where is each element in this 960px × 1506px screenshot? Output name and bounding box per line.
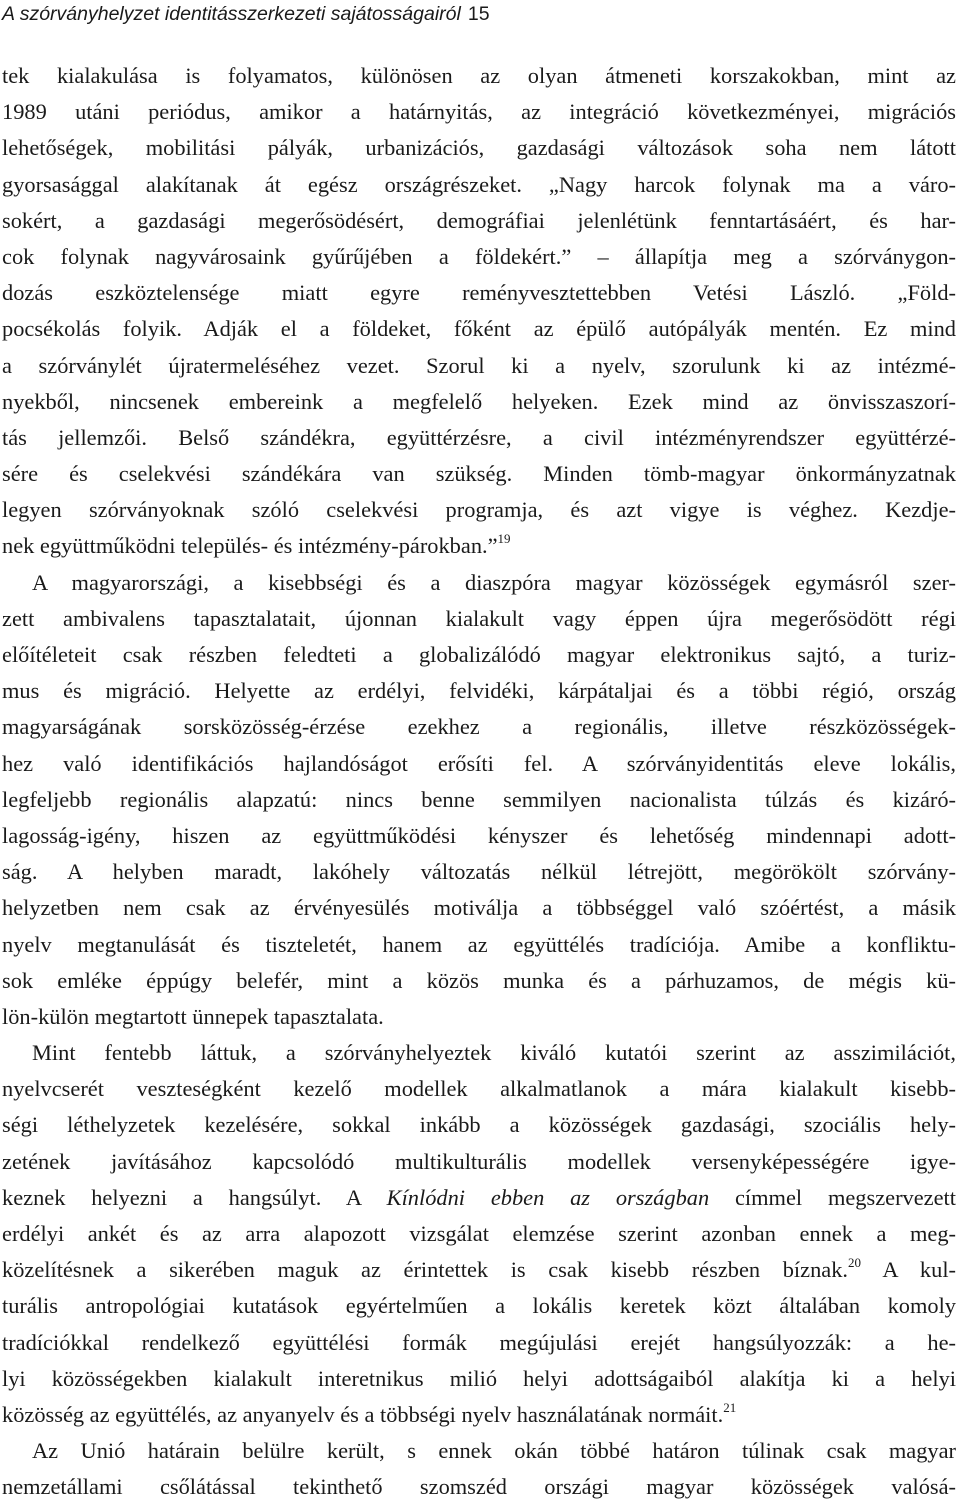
text-line: hez való identifikációs hajlandóságot erősíti fel. A szórványidentitás eleve lokális, <box>2 750 956 776</box>
footnote-ref: 19 <box>497 531 511 547</box>
page-number: 15 <box>467 3 490 25</box>
text-line: sokért, a gazdasági megerősödésért, demográfiai jelenlétünk fenntartásáért, és har- <box>2 207 956 233</box>
text-line: nyekből, nincsenek embereink a megfelelő helyeken. Ezek mind az önvisszaszorí- <box>2 388 956 414</box>
text-line: erdélyi ankét és az arra alapozott vizsgálat elemzése szerint azonban ennek a meg- <box>2 1221 956 1246</box>
text-line: nyelv megtanulását és tiszteletét, hanem az együttélés tradíciója. Amibe a konfliktu- <box>2 931 956 957</box>
text-line: A magyarországi, a kisebbségi és a diaszpóra magyar közösségek egymásról szer- <box>32 569 956 595</box>
body-text <box>2 58 956 1506</box>
text-line: legyen szórványoknak szóló cselekvési programja, és azt vigye is véghez. Kezdje- <box>2 497 956 523</box>
text-line: ségi léthelyzetek kezelésére, sokkal inkább a közösségek gazdasági, szociális hely- <box>2 1112 956 1138</box>
text-line <box>2 1397 956 1433</box>
text-line-content: közösség az együttélés, az anyanyelv és a többségi nyelv használatának normáit. <box>2 1401 724 1427</box>
text-line: 1989 utáni periódus, amikor a határnyitás, az integráció következményei, migrációs <box>2 99 956 125</box>
footnote-ref: 21 <box>723 1399 737 1415</box>
text-line: előítéleteit csak részben feledteti a globalizálódó magyar elektronikus sajtó, a turiz- <box>2 642 956 667</box>
header-title: A szórványhelyzet identitásszerkezeti sajátosságairól <box>2 3 461 25</box>
text-line: gyorsasággal alakítanak át egész országrészeket. „Nagy harcok folynak ma a váro- <box>2 171 956 197</box>
running-header <box>2 0 942 30</box>
text-line <box>2 528 956 564</box>
text-line: tás jellemzői. Belső szándékra, együttérzésre, a civil intézményrendszer együttérzé- <box>2 424 956 450</box>
text-line: zetének javításához kapcsolódó multikulturális modellek versenyképességére igye- <box>2 1148 956 1174</box>
text-line: magyarságának sorsközösség-érzése ezekhez a regionális, illetve részközösségek- <box>2 714 956 740</box>
text-line: sok emléke éppúgy belefér, mint a közös munka és a párhuzamos, de mégis kü- <box>2 967 956 993</box>
text-line: tradíciókkal rendelkező együttélési formák megújulási erejét hangsúlyozzák: a he- <box>2 1329 956 1355</box>
text-line: nemzetállami csőlátással tekinthető szomszéd országi magyar közösségek valósá- <box>2 1474 956 1500</box>
text-line: dozás eszköztelensége miatt egyre reményvesztettebben Vetési László. „Föld- <box>2 280 956 306</box>
text-line-tail: címmel megszervezett <box>709 1184 956 1210</box>
text-line: ság. A helyben maradt, lakóhely változatás nélkül létrejött, megörökölt szórvány- <box>2 859 956 885</box>
text-line: lagosság-igény, hiszen az együttműködési kényszer és lehetőség mindennapi adott- <box>2 822 956 848</box>
text-line-content: közelítésnek a sikerében maguk az érintettek is csak kisebb részben bíznak. <box>2 1257 848 1283</box>
text-line: turális antropológiai kutatások egyértelműen a lokális keretek közt általában komoly <box>2 1293 956 1319</box>
text-line: tek kialakulása is folyamatos, különösen az olyan átmeneti korszakokban, mint az <box>2 63 956 88</box>
italic-title: Kínlódni ebben az országban <box>386 1184 710 1210</box>
text-line: mus és migráció. Helyette az erdélyi, felvidéki, kárpátaljai és a többi régió, ország <box>2 678 956 704</box>
text-line: lön-külön megtartott ünnepek tapasztalata. <box>2 1003 384 1029</box>
text-line-tail: A kul- <box>861 1257 956 1283</box>
text-line: helyzetben nem csak az érvényesülés motiválja a többséggel való szóértést, a másik <box>2 895 956 921</box>
text-line <box>2 1252 956 1288</box>
text-line: Mint fentebb láttuk, a szórványhelyeztek kiváló kutatói szerint az asszimilációt, <box>32 1040 956 1066</box>
text-line: pocsékolás folyik. Adják el a földeket, főként az épülő autópályák mentén. Ez mind <box>2 316 956 342</box>
text-line: sére és cselekvési szándékára van szükség. Minden tömb-magyar önkormányzatnak <box>2 461 956 487</box>
text-line: lehetőségek, mobilitási pályák, urbanizációs, gazdasági változások soha nem látott <box>2 135 956 161</box>
text-line: Az Unió határain belülre került, s ennek okán többé határon túlinak csak magyar <box>32 1438 956 1464</box>
text-line <box>2 1180 956 1216</box>
text-line: a szórványlét újratermeléséhez vezet. Szorul ki a nyelv, szorulunk ki az intézmé- <box>2 352 956 378</box>
text-line-content: keznek helyezni a hangsúlyt. A <box>2 1184 387 1210</box>
text-line: legfeljebb regionális alapzatú: nincs benne semmilyen nacionalista túlzás és kizáró- <box>2 786 956 812</box>
text-line: zett ambivalens tapasztalatait, újonnan kialakult vagy éppen újra megerősödött régi <box>2 605 956 631</box>
text-line: nyelvcserét veszteségként kezelő modellek alkalmatlanok a mára kialakult kisebb- <box>2 1076 956 1102</box>
text-line: lyi közösségekben kialakult interetnikus milió helyi adottságaiból alakítja ki a helyi <box>2 1365 956 1391</box>
footnote-ref: 20 <box>848 1255 861 1271</box>
text-line: cok folynak nagyvárosaink gyűrűjében a földekért.” – állapítja meg a szórványgon- <box>2 243 956 269</box>
text-line-content: nek együttműködni település- és intézmény-párokban.” <box>2 533 498 559</box>
